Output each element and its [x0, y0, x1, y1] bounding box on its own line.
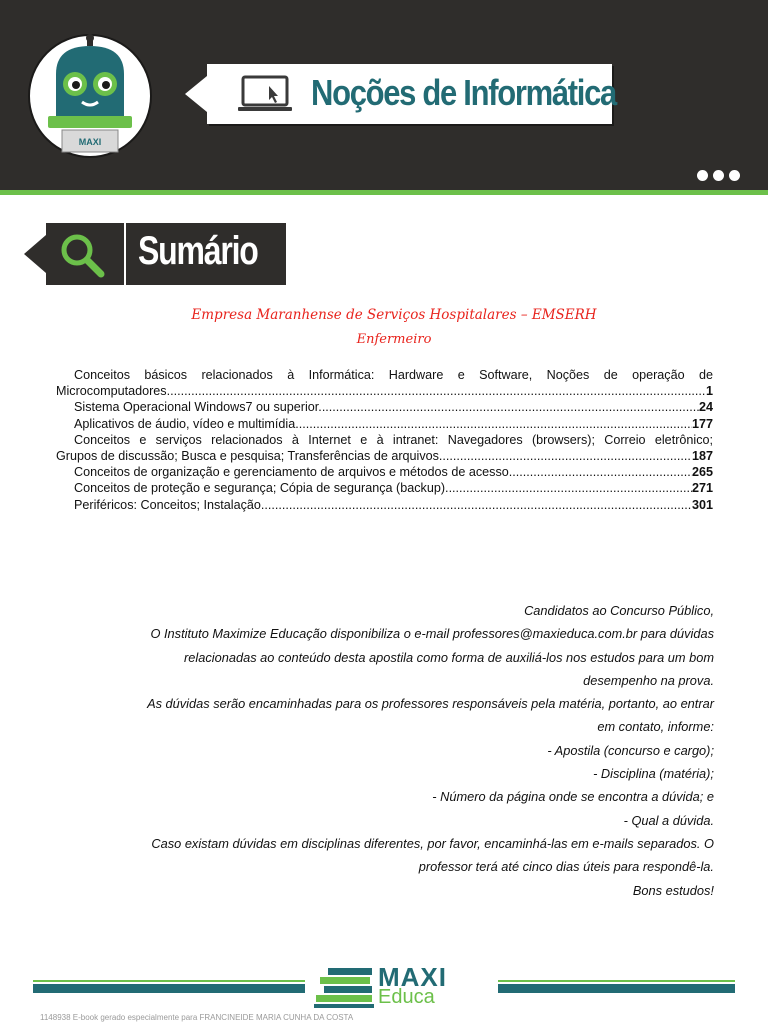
toc-entry-title: Conceitos de organização e gerenciamento de arquivos e métodos de acesso. — [74, 465, 513, 480]
message-line: Bons estudos! — [632, 882, 714, 898]
toc-entry-title: Grupos de discussão; Busca e pesquisa; Transferências de arquivos. — [56, 449, 443, 464]
header-accent-line — [0, 190, 768, 195]
toc-entry[interactable] — [56, 448, 713, 464]
section-arrow — [24, 235, 46, 273]
section-label-box — [124, 223, 286, 285]
toc-leader — [322, 399, 699, 415]
page-title: Noções de Informática — [311, 72, 616, 113]
toc-entry[interactable] — [56, 497, 713, 513]
toc-entry-page: 1 — [705, 384, 713, 399]
ebook-watermark: 1148938 E-book gerado especialmente para FRANCINEIDE MARIA CUNHA DA COSTA — [40, 1013, 354, 1022]
footer-line-right — [498, 984, 735, 993]
toc-entry-title: Sistema Operacional Windows7 ou superior. — [74, 400, 322, 415]
message-line: em contato, informe: — [597, 719, 714, 735]
toc-entry-title: Periféricos: Conceitos; Instalação. — [74, 497, 265, 512]
subtitle-company: Empresa Maranhense de Serviços Hospitalares – EMSERH — [191, 307, 597, 323]
maxieduca-logo — [314, 962, 464, 1012]
toc-text: Conceitos e serviços relacionados à Internet e à intranet: Navegadores (browsers); Correio eletrônico; — [74, 432, 713, 447]
section-title: Sumário — [138, 229, 258, 273]
toc-entry-page: 271 — [691, 481, 713, 496]
toc-entry[interactable] — [56, 399, 713, 415]
more-dots-icon — [697, 170, 740, 181]
message-line: - Apostila (concurso e cargo); — [547, 742, 714, 758]
message-line: desempenho na prova. — [583, 672, 714, 688]
toc-entry-page: 187 — [691, 449, 713, 464]
robot-badge-text: MAXI — [78, 137, 102, 147]
toc-leader — [170, 383, 706, 399]
message-line: professor terá até cinco dias úteis para respondê-la. — [418, 859, 714, 875]
toc-entry-page: 24 — [698, 400, 713, 415]
toc-entry-title: Microcomputadores. — [56, 384, 171, 399]
logo-text-bottom: Educa — [378, 986, 435, 1008]
search-icon — [58, 231, 106, 279]
toc-leader — [264, 497, 692, 513]
message-line: Caso existam dúvidas em disciplinas diferentes, por favor, encaminhá-las em e-mails separados. O — [151, 835, 714, 851]
toc-entry[interactable] — [56, 464, 713, 480]
subtitle-role: Enfermeiro — [356, 332, 432, 347]
footer-line-right-accent — [498, 980, 735, 982]
toc-leader — [442, 448, 692, 464]
toc-entry[interactable] — [56, 480, 713, 496]
footer-line-left — [33, 984, 305, 993]
toc-entry[interactable] — [56, 383, 713, 399]
toc-entry-page: 177 — [691, 416, 713, 431]
toc-entry-page: 265 — [691, 465, 713, 480]
message-line: As dúvidas serão encaminhadas para os professores responsáveis pela matéria, portanto, ao entrar — [147, 696, 714, 712]
message-line: - Disciplina (matéria); — [593, 766, 714, 782]
title-arrow — [185, 76, 207, 112]
message-line: - Número da página onde se encontra a dúvida; e — [432, 789, 714, 805]
dot — [697, 170, 708, 181]
toc-entry-page: 301 — [691, 497, 713, 512]
laptop-icon — [237, 74, 293, 114]
candidate-message — [60, 599, 714, 902]
toc-leader — [449, 480, 692, 496]
toc-text: Conceitos básicos relacionados à Informática: Hardware e Software, Noções de operação de — [74, 368, 713, 382]
toc-entry-title: Aplicativos de áudio, vídeo e multimídia. — [74, 416, 299, 431]
footer-line-left-accent — [33, 980, 305, 982]
books-icon — [314, 964, 376, 1010]
dot — [729, 170, 740, 181]
toc-leader — [299, 416, 692, 432]
message-line: Candidatos ao Concurso Público, — [524, 603, 714, 618]
table-of-contents — [56, 367, 713, 513]
robot-mascot-icon — [26, 34, 154, 158]
section-banner — [24, 223, 286, 285]
message-line: O Instituto Maximize Educação disponibiliza o e-mail professores@maxieduca.com.br para dúvidas — [150, 626, 714, 642]
message-line: - Qual a dúvida. — [623, 812, 714, 828]
toc-entry[interactable] — [56, 416, 713, 432]
title-box — [207, 64, 616, 124]
title-banner — [185, 64, 615, 126]
message-line: relacionadas ao conteúdo desta apostila como forma de auxiliá-los nos estudos para um bom — [184, 649, 714, 665]
toc-entry-title: Conceitos de proteção e segurança; Cópia de segurança (backup). — [74, 481, 449, 496]
logo-text-top: MAXI — [378, 962, 447, 992]
dot — [713, 170, 724, 181]
toc-leader — [512, 464, 692, 480]
